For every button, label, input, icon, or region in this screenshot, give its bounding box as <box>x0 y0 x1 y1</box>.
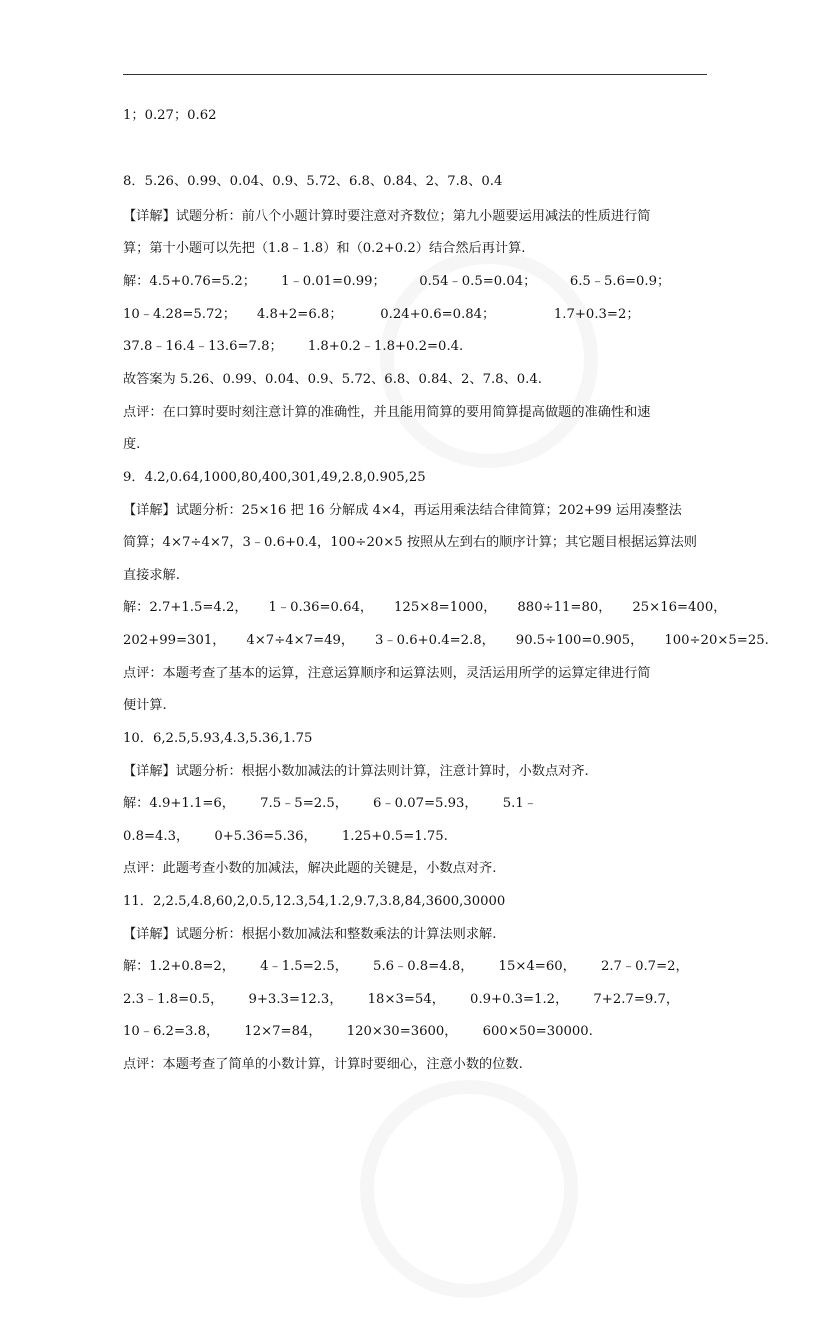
comment-line: 点评：此题考查小数的加减法，解决此题的关键是，小数点对齐. <box>123 861 497 876</box>
explanation-line: 【详解】试题分析：前八个小题计算时要注意对齐数位；第九小题要运用减法的性质进行简 <box>123 209 651 224</box>
answer-line: 10．6,2.5,5.93,4.3,5.36,1.75 <box>123 731 313 746</box>
solution-line: 10﹣6.2=3.8， 12×7=84， 120×30=3600， 600×50=30000. <box>123 1024 593 1039</box>
header-rule <box>123 74 707 75</box>
comment-line: 便计算. <box>123 698 167 713</box>
explanation-line: 【详解】试题分析：25×16 把 16 分解成 4×4，再运用乘法结合律简算；202+99 运用凑整法 <box>123 503 682 518</box>
solution-line: 解：2.7+1.5=4.2， 1﹣0.36=0.64， 125×8=1000， 880÷11=80， 25×16=400， <box>123 600 727 615</box>
comment-line: 点评：本题考查了基本的运算，注意运算顺序和运算法则，灵活运用所学的运算定律进行简 <box>123 666 651 681</box>
solution-line: 0.8=4.3， 0+5.36=5.36， 1.25+0.5=1.75. <box>123 829 448 844</box>
comment-line: 点评：本题考查了简单的小数计算，计算时要细心，注意小数的位数. <box>123 1057 523 1072</box>
solution-line: 解：4.5+0.76=5.2； 1﹣0.01=0.99； 0.54﹣0.5=0.04； 6.5﹣5.6=0.9； <box>123 274 671 289</box>
comment-line: 点评：在口算时要时刻注意计算的准确性，并且能用简算的要用简算提高做题的准确性和速 <box>123 405 651 420</box>
solution-line: 10﹣4.28=5.72； 4.8+2=6.8； 0.24+0.6=0.84； 1.7+0.3=2； <box>123 307 640 322</box>
explanation-line: 【详解】试题分析：根据小数加减法和整数乘法的计算法则求解. <box>123 927 497 942</box>
solution-line: 2.3﹣1.8=0.5， 9+3.3=12.3， 18×3=54， 0.9+0.3=1.2， 7+2.7=9.7， <box>123 992 680 1007</box>
answer-line: 8．5.26、0.99、0.04、0.9、5.72、6.8、0.84、2、7.8、0.4 <box>123 174 503 189</box>
answer-line: 11．2,2.5,4.8,60,2,0.5,12.3,54,1.2,9.7,3.8,84,3600,30000 <box>123 894 506 909</box>
explanation-line: 简算；4×7÷4×7，3﹣0.6+0.4，100÷20×5 按照从左到右的顺序计算；其它题目根据运算法则 <box>123 535 697 550</box>
watermark <box>317 1037 621 1341</box>
explanation-line: 【详解】试题分析：根据小数加减法的计算法则计算，注意计算时，小数点对齐. <box>123 764 589 779</box>
answer-line: 1；0.27；0.62 <box>123 108 217 123</box>
comment-line: 度. <box>123 437 141 452</box>
solution-line: 202+99=301， 4×7÷4×7=49， 3﹣0.6+0.4=2.8， 90.5÷100=0.905， 100÷20×5=25. <box>123 633 769 648</box>
solution-line: 解：4.9+1.1=6， 7.5﹣5=2.5， 6﹣0.07=5.93， 5.1﹣ <box>123 796 537 811</box>
answer-line: 9．4.2,0.64,1000,80,400,301,49,2.8,0.905,25 <box>123 470 426 485</box>
solution-line: 解：1.2+0.8=2， 4﹣1.5=2.5， 5.6﹣0.8=4.8， 15×4=60， 2.7﹣0.7=2， <box>123 959 689 974</box>
answer-summary: 故答案为 5.26、0.99、0.04、0.9、5.72、6.8、0.84、2、7.8、0.4. <box>123 372 542 387</box>
explanation-line: 算；第十小题可以先把（1.8﹣1.8）和（0.2+0.2）结合然后再计算. <box>123 241 526 256</box>
explanation-line: 直接求解. <box>123 568 180 583</box>
solution-line: 37.8﹣16.4﹣13.6=7.8； 1.8+0.2﹣1.8+0.2=0.4. <box>123 339 464 354</box>
